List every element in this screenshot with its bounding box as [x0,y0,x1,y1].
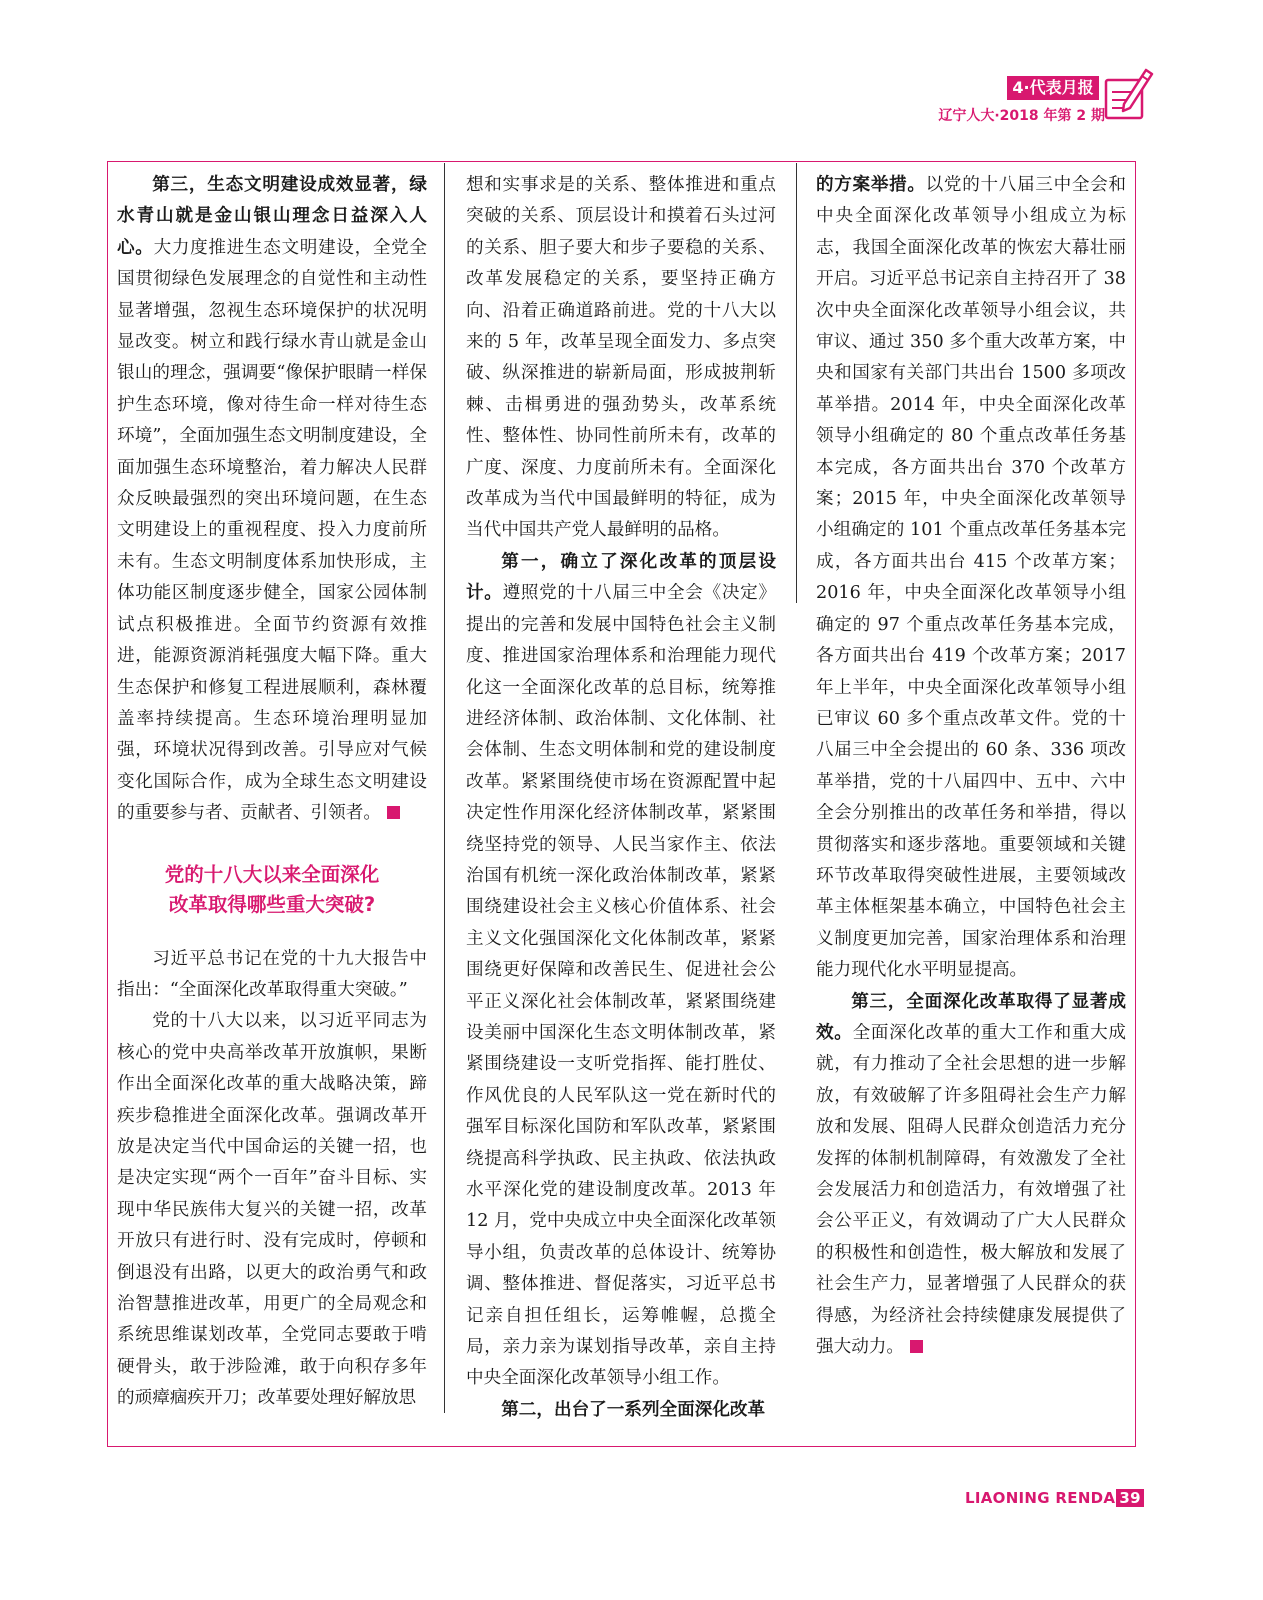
paragraph-lead: 第三，生态文明建设成效显著，绿水青山就是金山银山理念日益深入人心。 [117,175,427,258]
page-footer [965,1489,1144,1507]
paragraph [816,987,1126,1364]
paragraph [117,170,427,830]
column-1 [117,170,427,1415]
section-heading [117,860,427,920]
paragraph-lead: 第二，出台了一系列全面深化改革 [501,1399,766,1420]
paragraph-body: 全面深化改革的重大工作和重大成就，有力推动了全社会思想的进一步解放，有效破解了许多阻碍社会生产力解放和发展、阻碍人民群众创造活力充分发挥的体制机制障碍，有效激发了全社会发展活力和创造活力，有效增强了社会公平正义，有效调动了广大人民群众的积极性和创造性，极大解放和发展了社会生产力，显著增强了人民群众的获得感，为经济社会持续健康发展提供了强大动力。 [816,1022,1126,1358]
paragraph: 想和实事求是的关系、整体推进和重点突破的关系、顶层设计和摸着石头过河的关系、胆子要大和步子要稳的关系、改革发展稳定的关系，要坚持正确方向、沿着正确道路前进。党的十八大以来的 5 年，改革呈现全面发力、多点突破、纵深推进的崭新局面，形成披荆斩棘、击楫勇进的强劲势头，改革系统性、整体性、协同性前所未有，改革的广度、深度、力度前所未有。全面深化改革成为当代中国最鲜明的特征，成为当代中国共产党人最鲜明的品格。 [466,175,776,541]
paragraph-body: 以党的十八届三中全会和中央全面深化改革领导小组成立为标志，我国全面深化改革的恢宏大幕壮丽开启。习近平总书记亲自主持召开了 38 次中央全面深化改革领导小组会议，共审议、通过 350 多个重大改革方案，中央和国家有关部门共出台 1500 多项改革举措。2014 年，中央全面深化改革领导小组确定的 80 个重点改革任务基本完成，各方面共出台 370 个改革方案；2015 年，中央全面深化改革领导小组确定的 101 个重点改革任务基本完成，各方面共出台 415 个改革方案；2016 年，中央全面深化改革领导小组确定的 97 个重点改革任务基本完成，各方面共出台 419 个改革方案；2017 年上半年，中央全面深化改革领导小组已审议 60 多个重点改革文件。党的十八届三中全会提出的 60 条、336 项改革举措，党的十八届四中、五中、六中全会分别推出的改革任务和举措，得以贯彻落实和逐步落地。重要领域和关键环节改革取得突破性进展，主要领域改革主体框架基本确立，中国特色社会主义制度更加完善，国家治理体系和治理能力现代化水平明显提高。 [816,175,1126,981]
issue-label: 辽宁人大·2018 年第 2 期 [938,108,1105,124]
paragraph: 习近平总书记在党的十九大报告中指出：“全面深化改革取得重大突破。” [117,948,427,1000]
paragraph-lead: 的方案举措。 [816,175,926,195]
heading-line: 改革取得哪些重大突破? [168,892,376,916]
column-divider [796,163,797,603]
paragraph [466,1395,776,1426]
end-square-icon [910,1340,923,1353]
paragraph-body: 遵照党的十八届三中全会《决定》提出的完善和发展中国特色社会主义制度、推进国家治理体系和治理能力现代化这一全面深化改革的总目标，统筹推进经济体制、政治体制、文化体制、社会体制、生态文明体制和党的建设制度改革。紧紧围绕使市场在资源配置中起决定性作用深化经济体制改革，紧紧围绕坚持党的领导、人民当家作主、依法治国有机统一深化政治体制改革，紧紧围绕建设社会主义核心价值体系、社会主义文化强国深化文化体制改革，紧紧围绕更好保障和改善民生、促进社会公平正义深化社会体制改革，紧紧围绕建设美丽中国深化生态文明体制改革，紧紧围绕建设一支听党指挥、能打胜仗、作风优良的人民军队这一党在新时代的强军目标深化国防和军队改革，紧紧围绕提高科学执政、民主执政、依法执政水平深化党的建设制度改革。2013 年 12 月，党中央成立中央全面深化改革领导小组，负责改革的总体设计、统筹协调、整体推进、督促落实，习近平总书记亲自担任组长，运筹帷幄，总揽全局，亲力亲为谋划指导改革，亲自主持中央全面深化改革领导小组工作。 [466,583,776,1389]
paragraph [466,547,776,1395]
column-2 [466,170,776,1426]
paragraph [816,170,1126,987]
paragraph-lead: 第三，全面深化改革取得了显著成效。 [816,991,1126,1043]
section-label: 4·代表月报 [1007,76,1099,100]
page-number: 39 [1116,1489,1143,1507]
column-divider [444,163,445,1413]
magazine-name: LIAONING RENDA [965,1489,1116,1507]
heading-line: 党的十八大以来全面深化 [164,862,380,886]
paragraph-body: 大力度推进生态文明建设，全党全国贯彻绿色发展理念的自觉性和主动性显著增强，忽视生态环境保护的状况明显改变。树立和践行绿水青山就是金山银山的理念，强调要“像保护眼睛一样保护生态环境，像对待生命一样对待生态环境”，全面加强生态文明制度建设，全面加强生态环境整治，着力解决人民群众反映最强烈的突出环境问题，在生态文明建设上的重视程度、投入力度前所未有。生态文明制度体系加快形成，主体功能区制度逐步健全，国家公园体制试点积极推进。全面节约资源有效推进，能源资源消耗强度大幅下降。重大生态保护和修复工程进展顺利，森林覆盖率持续提高。生态环境治理明显加强，环境状况得到改善。引导应对气候变化国际合作，成为全球生态文明建设的重要参与者、贡献者、引领者。 [117,237,427,824]
paragraph-lead: 第一，确立了深化改革的顶层设计。 [466,551,776,604]
column-3 [816,170,1126,1363]
pencil-icon [1104,64,1154,122]
paragraph: 党的十八大以来，以习近平同志为核心的党中央高举改革开放旗帜，果断作出全面深化改革的重大战略决策，蹄疾步稳推进全面深化改革。强调改革开放是决定当代中国命运的关键一招，也是决定实现“两个一百年”奋斗目标、实现中华民族伟大复兴的关键一招，改革开放只有进行时、没有完成时，停顿和倒退没有出路，以更大的政治勇气和政治智慧推进改革，用更广的全局观念和系统思维谋划改革，全党同志要敢于啃硬骨头，敢于涉险滩，敢于向积存多年的顽瘴痼疾开刀；改革要处理好解放思 [117,1011,427,1409]
end-square-icon [387,806,400,819]
